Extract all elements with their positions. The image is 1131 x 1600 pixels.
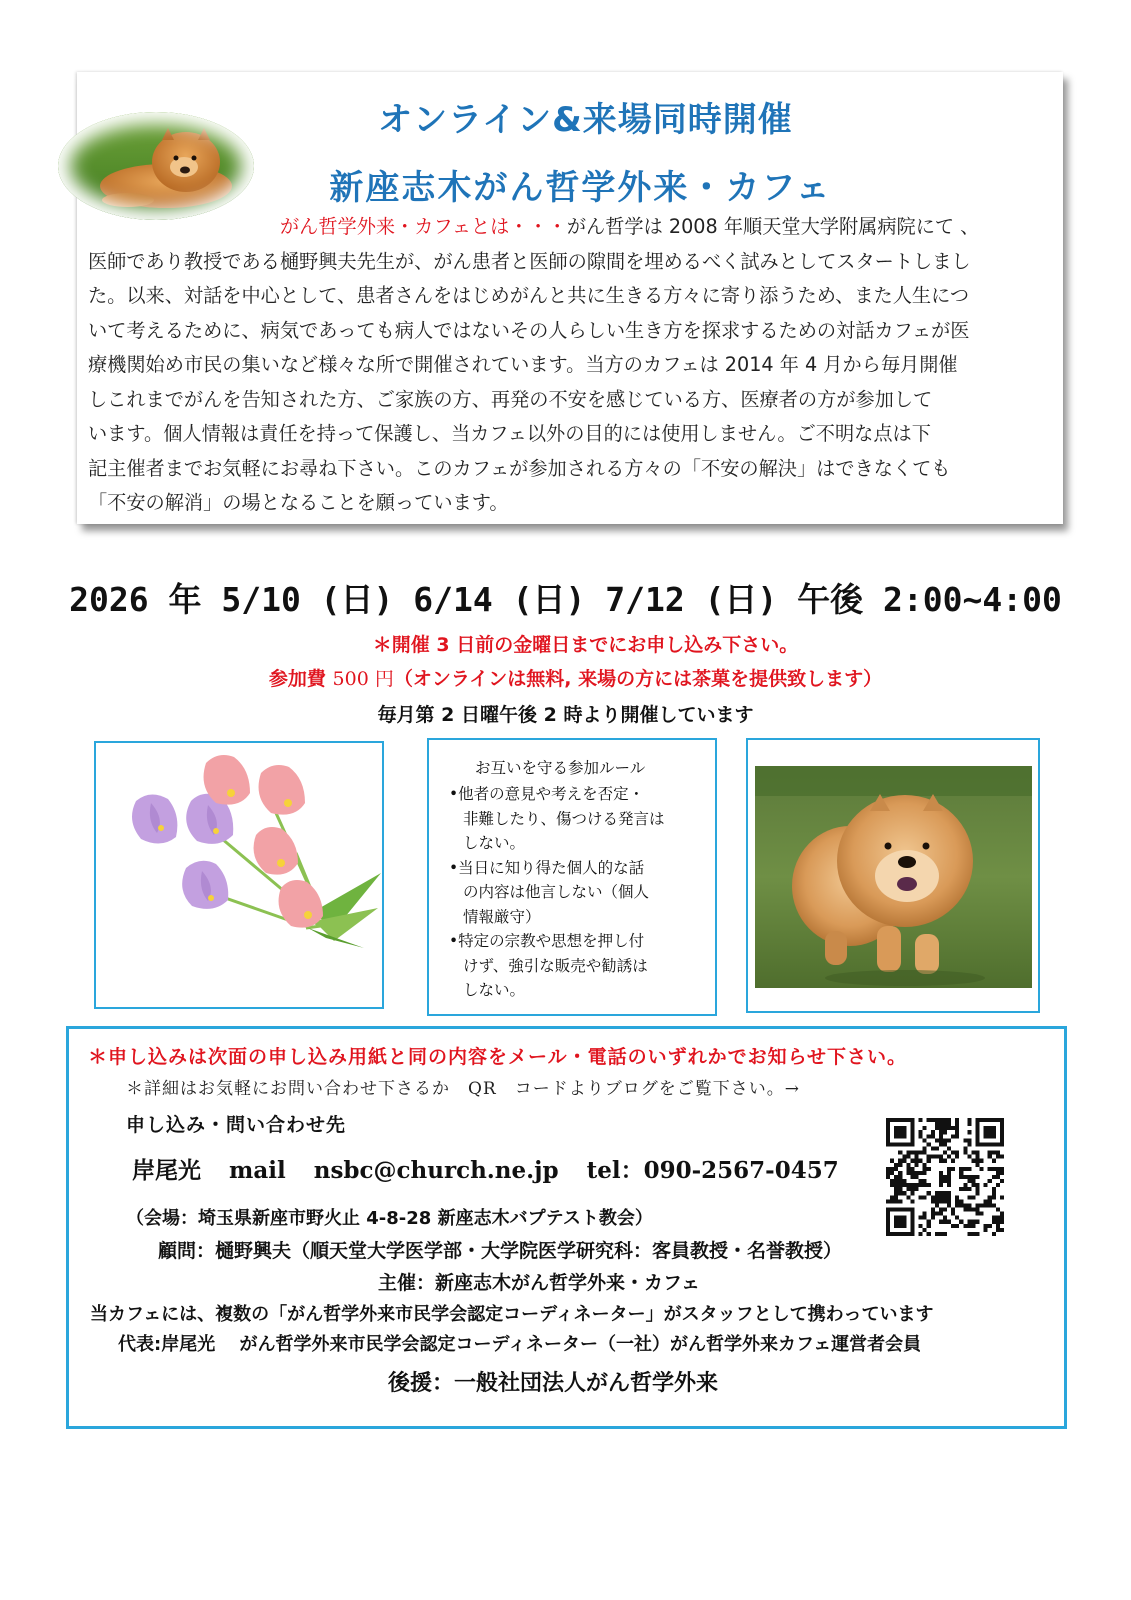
staff-note: 当カフェには、複数の「がん哲学外来市民学会認定コーディネーター」がスタッフとして携わっています [90,1304,934,1325]
intro-line-3: た。以来、対話を中心として、患者さんをはじめがんと共に生きる方々に寄り添うため、また人生につ [88,284,970,307]
rule-line: 情報厳守） [463,907,541,926]
representative-info: 代表:岸尾光 がん哲学外来市民学会認定コーディネーター（一社）がん哲学外来カフェ運営者会員 [118,1334,922,1355]
organizer-info: 主催：新座志木がん哲学外来・カフェ [378,1272,701,1294]
rule-line: けず、強引な販売や勧誘は [463,956,648,975]
contact-name: 岸尾光 [132,1157,201,1184]
intro-line-4: いて考えるために、病気であっても病人ではないその人らしい生き方を探求するための対話カフェが医 [88,318,970,342]
flowers-illustration-box [94,741,384,1009]
registration-deadline: ＊開催 3 日前の金曜日までにお申し込み下さい。 [372,634,799,656]
contact-phone[interactable]: 090-2567-0457 [643,1157,839,1184]
walking-dog-photo [755,766,1032,988]
rule-line: しない。 [463,834,526,852]
rule-line: •特定の宗教や思想を押し付 [449,932,645,950]
intro-line-9: 「不安の解消」の場となることを願っています。 [88,491,509,514]
contact-email[interactable]: nsbc@church.ne.jp [313,1157,559,1184]
intro-line-6: しこれまでがんを告知された方、ご家族の方、再発の不安を感じている方、医療者の方が参加して [88,387,933,411]
qr-code[interactable] [886,1118,1004,1236]
intro-line-1: がん哲学外来・カフェとは・・・がん哲学は 2008 年順天堂大学附属病院にて 、 [88,210,1048,245]
participation-fee: 参加費 500 円（オンラインは無料, 来場の方には茶菓を提供致します） [268,668,883,690]
rule-line: •他者の意見や考えを否定・ [449,785,645,803]
title-online-hybrid: オンライン&来場同時開催 [378,100,793,140]
rule-line: しない。 [463,981,526,999]
monthly-schedule-note: 毎月第 2 日曜午後 2 時より開催しています [377,704,754,726]
apply-instructions: ＊申し込みは次面の申し込み用紙と同の内容をメール・電話のいずれかでお知らせ下さい。 [88,1046,908,1068]
mail-label: mail [229,1157,286,1184]
rules-title: お互いを守る参加ルール [475,759,646,777]
intro-paragraph [88,210,1048,521]
intro-line-5: 療機関始め市民の集いなど様々な所で開催されています。当方のカフェは 2014 年 4 月から毎月開催 [88,353,958,376]
dinosaur-icon [931,1163,959,1191]
tulip-illustration [96,743,381,1006]
dog-photo-box [746,738,1040,1013]
intro-line-2: 医師であり教授である樋野興夫先生が、がん患者と医師の隙間を埋めるべく試みとしてスタートしまし [88,249,971,273]
rule-line: •当日に知り得た個人的な話 [449,858,645,877]
title-cafe-name: 新座志木がん哲学外来・カフェ [329,168,832,208]
qr-code-image [886,1118,1004,1236]
intro-line-7: います。個人情報は責任を持って保護し、当カフェ以外の目的には使用しません。ご不明な点は下 [88,422,931,445]
contact-heading: 申し込み・問い合わせ先 [126,1114,347,1136]
rule-line: の内容は他言しない（個人 [463,883,650,901]
contact-details [132,1152,839,1185]
venue-address: （会場：埼玉県新座市野火止 4-8-28 新座志木バプテスト教会） [126,1208,653,1229]
advisor-info: 顧問：樋野興夫（順天堂大学医学部・大学院医学研究科：客員教授・名誉教授） [158,1240,843,1262]
support-organization: 後援：一般社団法人がん哲学外来 [388,1371,719,1396]
tel-label: tel： [586,1157,644,1184]
event-dates: 2026 年 5/10 (日) 6/14 (日) 7/12 (日) 午後 2:00~4:00 [69,580,1062,619]
rule-line: 非難したり、傷つける発言は [463,809,665,828]
intro-line-8: 記主催者までお気軽にお尋ね下さい。このカフェが参加される方々の「不安の解決」はできなくても [88,456,951,480]
participation-rules-box [427,738,717,1016]
details-note: ＊詳細はお気軽にお問い合わせ下さるか QR コードよりブログをご覧下さい。→ [126,1079,800,1099]
intro-lead-red: がん哲学外来・カフェとは・・・ [280,215,567,238]
fee-amount: 500 円 [332,668,394,690]
rules-list [449,782,704,1003]
